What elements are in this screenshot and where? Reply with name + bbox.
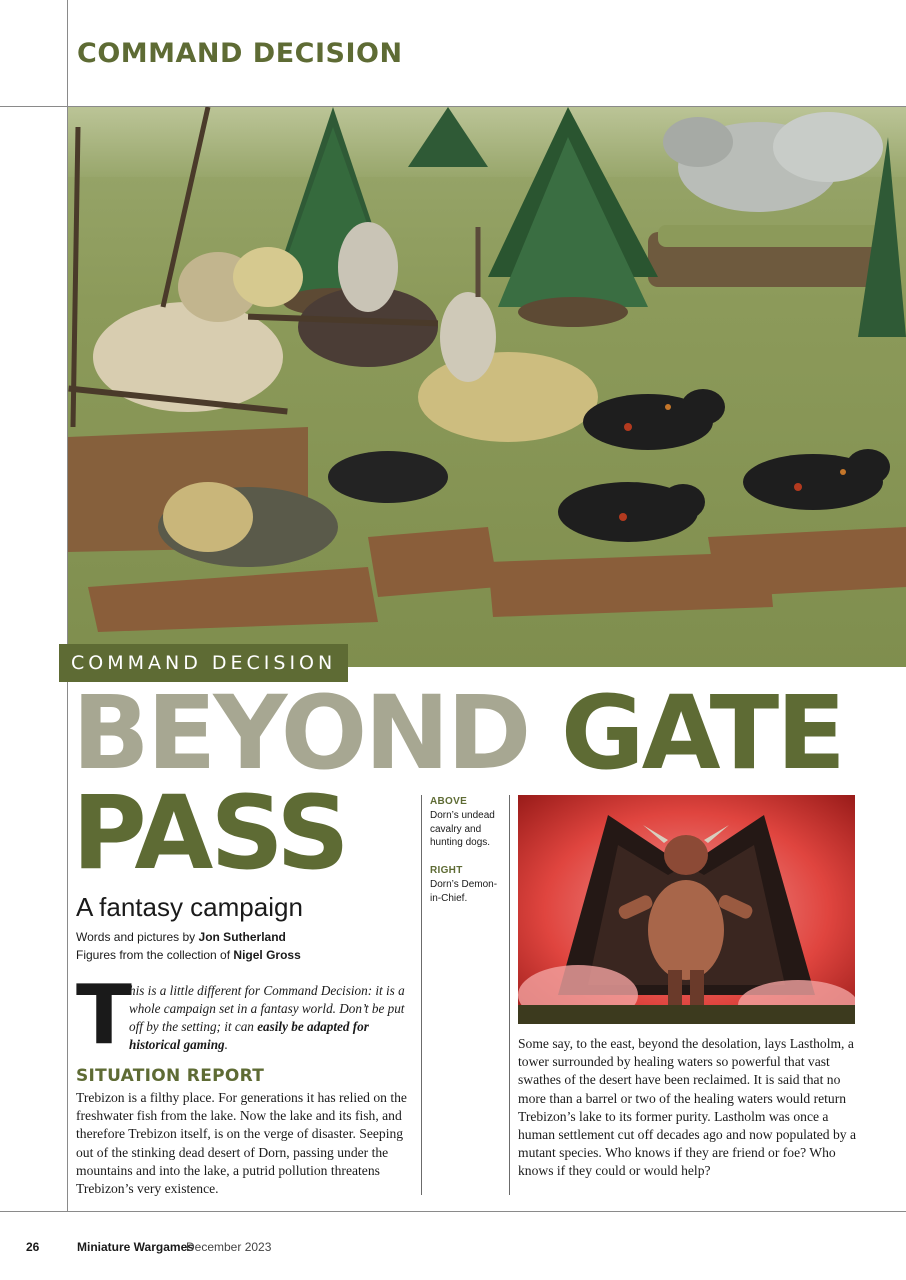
section-tag: COMMAND DECISION <box>59 644 348 682</box>
caption-label-right: RIGHT <box>430 865 463 876</box>
author-credit-prefix: Words and pictures by <box>76 930 199 944</box>
footer-rule <box>0 1211 906 1212</box>
intro-paragraph <box>129 982 414 1054</box>
issue-date: December 2023 <box>186 1240 272 1254</box>
article-subtitle: A fantasy campaign <box>76 892 303 922</box>
intro-bold: easily be adapted for historical gaming <box>129 1019 369 1052</box>
intro-text-2: . <box>224 1037 228 1052</box>
situation-report-heading: SITUATION REPORT <box>76 1066 265 1086</box>
title-word-beyond: BEYOND <box>72 674 529 793</box>
title-word-gate: GATE <box>560 674 843 793</box>
demon-miniature-image <box>518 795 855 1024</box>
caption-text-above: Dorn’s undead cavalry and hunting dogs. <box>430 810 495 848</box>
intro-text-1: his is a little different for Command Decision: it is a whole campaign set in a fantasy world. Don’t be put off by the setting; it can <box>129 983 405 1034</box>
caption-label-above: ABOVE <box>430 796 468 807</box>
drop-cap: T <box>76 968 132 1063</box>
collector-name: Nigel Gross <box>233 948 301 962</box>
miniatures-photo <box>68 107 906 667</box>
hero-photo <box>68 107 906 667</box>
page-number: 26 <box>26 1240 40 1254</box>
author-name: Jon Sutherland <box>198 930 286 944</box>
lastholm-paragraph: Some say, to the east, beyond the desolation, lays Lastholm, a tower surrounded by healing waters so powerful that vast swathes of the desert have been reclaimed. It is said that no more than a barrel or two of the healing waters would return Trebizon’s lake to its former purity. Lastholm was once a human settlement cut off decades ago and now populated by a mutant species. Who knows if they are friend or foe? Who knows if they could or would help? <box>518 1036 856 1179</box>
situation-report-body: Trebizon is a filthy place. For generations it has relied on the freshwater fish from the lake. Now the lake and its fish, and therefore Trebizon itself, is on the verge of disaster. Seeping out of the stinking dead desert of Dorn, passing under the mountains and into the lake, a putrid pollution threatens Trebizon’s very existence. <box>76 1090 407 1197</box>
author-credit <box>76 930 286 944</box>
column-divider <box>421 795 422 1195</box>
title-word-pass: PASS <box>72 774 347 893</box>
magazine-name: Miniature Wargames <box>77 1240 194 1254</box>
demon-photo <box>518 795 855 1024</box>
figures-credit <box>76 948 301 962</box>
figures-credit-prefix: Figures from the collection of <box>76 948 234 962</box>
column-divider <box>509 795 510 1195</box>
section-header: COMMAND DECISION <box>77 38 403 69</box>
caption-text-right: Dorn’s Demon-in-Chief. <box>430 879 498 904</box>
